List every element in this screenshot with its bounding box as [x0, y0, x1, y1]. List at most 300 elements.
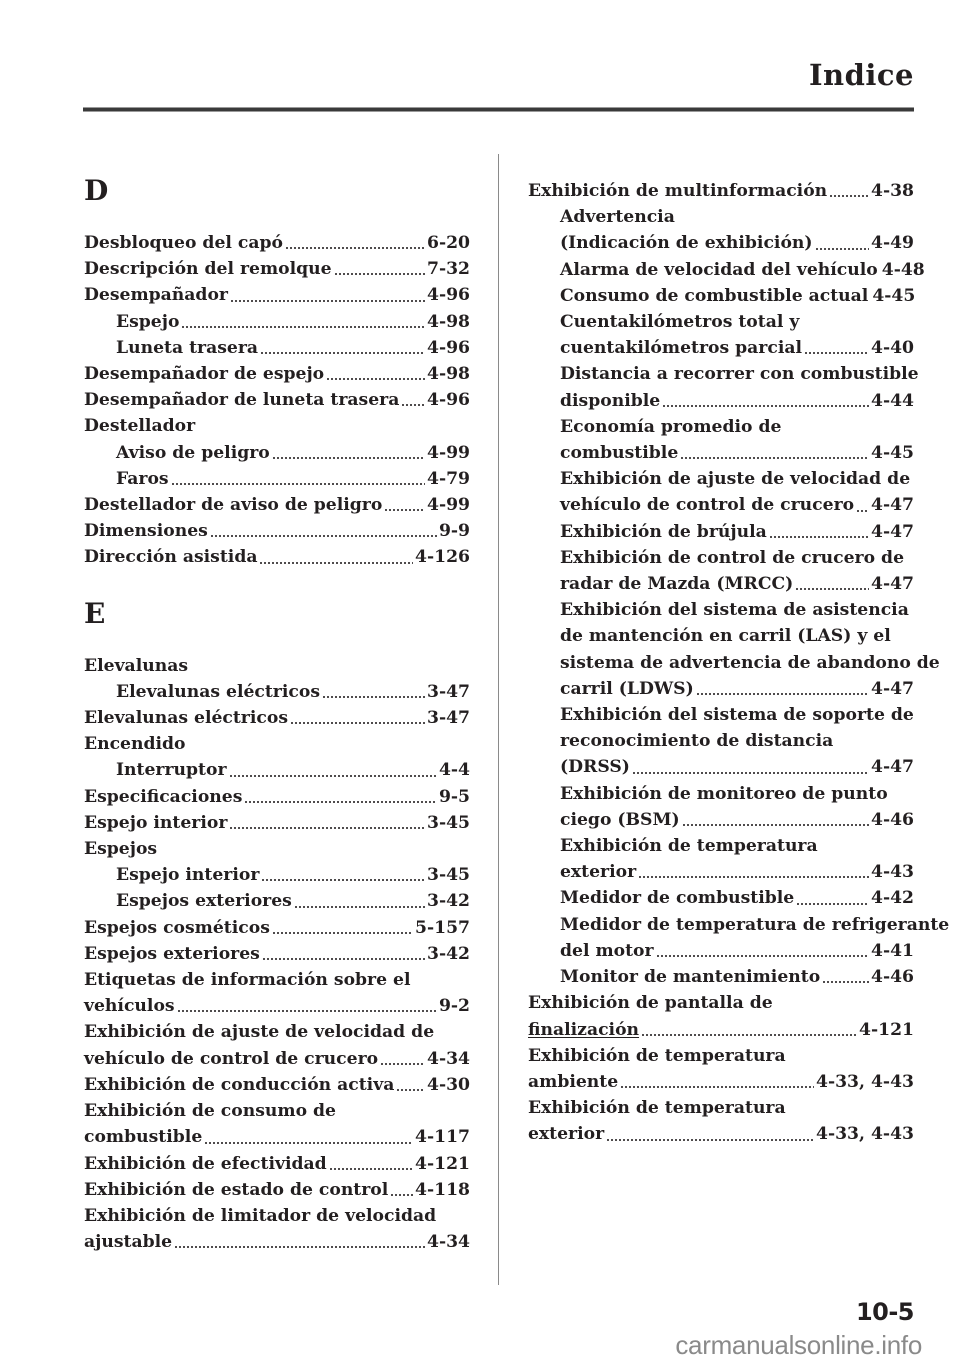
index-subentry	[528, 597, 940, 702]
index-line	[84, 836, 470, 862]
dot-leader	[795, 587, 869, 591]
index-line	[84, 492, 470, 518]
dot-leader	[638, 875, 869, 879]
index-subentry	[528, 885, 914, 911]
index-line	[84, 282, 470, 308]
dot-leader	[244, 800, 437, 804]
index-line	[84, 387, 470, 413]
entry-term: combustible	[560, 443, 679, 464]
entry-term: Desempañador	[84, 285, 228, 306]
entry-term: Exhibición de efectividad	[84, 1153, 327, 1174]
index-line	[84, 1019, 470, 1045]
index-subentry	[528, 702, 914, 781]
entry-term: Exhibición del sistema de soporte de	[560, 705, 914, 726]
index-entry	[84, 836, 470, 862]
index-subentry	[84, 335, 470, 361]
entry-term: Destellador de aviso de peligro	[84, 495, 383, 516]
dot-leader	[829, 194, 869, 198]
index-line	[84, 518, 470, 544]
entry-term: Economía promedio de	[560, 416, 782, 437]
dot-leader	[171, 482, 425, 486]
index-entry	[84, 967, 470, 1019]
dot-leader	[606, 1138, 814, 1142]
page-reference: 3-45	[426, 812, 470, 833]
index-entry	[84, 361, 470, 387]
entry-term: Exhibición de control de crucero de	[560, 547, 905, 568]
index-entry	[84, 810, 470, 836]
dot-leader	[260, 351, 425, 355]
index-line	[560, 545, 914, 571]
dot-leader	[815, 247, 869, 251]
entry-term: exterior	[528, 1124, 605, 1145]
entry-term: Medidor de temperatura de refrigerante	[560, 914, 950, 935]
dot-leader	[641, 1033, 857, 1037]
entry-term: Exhibición de ajuste de velocidad de	[560, 469, 911, 490]
dot-leader	[390, 1193, 413, 1197]
index-line	[116, 335, 470, 361]
page-reference: 6-20	[426, 233, 470, 253]
index-line	[84, 1072, 470, 1098]
entry-term: Desempañador de luneta trasera	[84, 390, 400, 411]
dot-leader	[262, 957, 425, 961]
index-entry	[84, 544, 470, 570]
page-reference: 4-79	[426, 468, 470, 489]
entry-term: exterior	[560, 862, 637, 883]
index-line	[84, 256, 470, 282]
index-line	[84, 705, 470, 731]
entry-term: (DRSS)	[560, 757, 630, 778]
dot-leader	[401, 403, 425, 407]
entry-term: Aviso de peligro	[116, 442, 270, 463]
index-entry	[84, 1151, 470, 1177]
entry-term: vehículo de control de crucero	[560, 495, 855, 516]
dot-leader	[334, 272, 425, 276]
page-reference: 4-121	[859, 1019, 914, 1040]
index-line	[560, 859, 914, 885]
index-subentry	[528, 414, 914, 466]
index-subentry	[528, 361, 919, 413]
entry-term: del motor	[560, 940, 654, 961]
index-entry	[84, 256, 470, 282]
dot-leader	[294, 905, 425, 909]
index-entry	[84, 492, 470, 518]
entry-term: Medidor de combustible	[560, 888, 795, 909]
index-line	[560, 728, 914, 754]
index-subentry	[528, 309, 914, 361]
index-column-left	[84, 170, 470, 1255]
entry-term: de mantención en carril (LAS) y el	[560, 626, 891, 647]
index-line	[528, 178, 914, 204]
index-line	[560, 309, 914, 335]
index-line	[560, 257, 925, 283]
index-line	[528, 990, 914, 1016]
index-line	[560, 781, 914, 807]
index-subentry	[528, 466, 914, 518]
index-subentry	[84, 679, 470, 705]
index-line	[84, 413, 470, 439]
index-line	[560, 964, 914, 990]
index-subentry	[84, 888, 470, 914]
entry-term: cuentakilómetros parcial	[560, 338, 803, 359]
index-line	[560, 885, 914, 911]
index-line	[528, 1069, 914, 1095]
dot-leader	[181, 325, 425, 329]
entry-term: Exhibición de temperatura	[560, 836, 818, 857]
dot-leader	[261, 878, 425, 882]
entry-term: Distancia a recorrer con combustible	[560, 364, 919, 385]
dot-leader	[656, 954, 869, 958]
index-line	[84, 1046, 470, 1072]
index-subentry	[84, 862, 470, 888]
dot-leader	[396, 1088, 425, 1092]
index-line	[560, 938, 914, 964]
page-reference: 4-41	[870, 940, 914, 961]
entry-term: Espejo interior	[84, 812, 228, 833]
entry-term: Dirección asistida	[84, 547, 258, 568]
page-reference: 4-45	[870, 443, 914, 464]
entry-term: Exhibición de limitador de velocidad	[84, 1205, 437, 1226]
index-line	[116, 862, 470, 888]
entry-term: Dimensiones	[84, 521, 208, 542]
entry-term: Exhibición del sistema de asistencia	[560, 600, 909, 621]
index-line	[560, 519, 914, 545]
page-reference: 4-98	[426, 364, 470, 385]
entry-term: Etiquetas de información sobre el	[84, 970, 411, 991]
entry-term: Exhibición de temperatura	[528, 1098, 786, 1119]
index-subentry	[84, 440, 470, 466]
page-reference: 4-44	[870, 390, 914, 411]
index-line	[84, 361, 470, 387]
index-line	[528, 1017, 914, 1043]
index-line	[560, 204, 914, 230]
index-line	[528, 1043, 914, 1069]
index-line	[560, 283, 914, 309]
index-line	[84, 967, 470, 993]
column-divider	[498, 154, 499, 1285]
page-reference: 4-121	[415, 1153, 470, 1174]
dot-leader	[696, 692, 869, 696]
entry-term: vehículos	[84, 996, 175, 1017]
index-line	[560, 807, 914, 833]
index-line	[560, 440, 914, 466]
page-reference: 4-47	[870, 678, 914, 699]
page-reference: 4-46	[870, 967, 914, 988]
page-reference: 4-48	[881, 259, 925, 280]
page-reference: 9-2	[438, 996, 470, 1017]
index-line	[84, 1098, 470, 1124]
entry-term: Exhibición de brújula	[560, 521, 767, 542]
dot-leader	[204, 1141, 413, 1145]
index-line	[116, 309, 470, 335]
entry-term: Elevalunas	[84, 655, 189, 676]
index-entry	[84, 282, 470, 308]
index-subentry	[84, 309, 470, 335]
index-line	[560, 912, 950, 938]
entry-term: Cuentakilómetros total y	[560, 312, 800, 333]
index-entry	[84, 1019, 470, 1071]
dot-leader	[822, 980, 869, 984]
index-entry	[84, 941, 470, 967]
index-subentry	[528, 204, 914, 256]
index-entry	[528, 178, 914, 204]
dot-leader	[322, 695, 425, 699]
index-line	[560, 230, 914, 256]
entry-term: combustible	[84, 1127, 203, 1148]
index-line	[116, 757, 470, 783]
page-reference: 4-99	[426, 442, 470, 463]
page-reference: 3-47	[426, 708, 470, 729]
entry-term: Exhibición de pantalla de	[528, 993, 773, 1014]
dot-leader	[682, 823, 869, 827]
index-subentry	[528, 545, 914, 597]
dot-leader	[796, 902, 869, 906]
entry-term: Exhibición de ajuste de velocidad de	[84, 1022, 435, 1043]
entry-term: Desbloqueo del capó	[84, 233, 283, 253]
index-line	[84, 230, 470, 256]
dot-leader	[290, 721, 425, 725]
index-line	[560, 623, 914, 649]
page-reference: 4-34	[426, 1232, 470, 1253]
index-line	[84, 544, 470, 570]
page-reference: 3-42	[426, 891, 470, 912]
entry-term: finalización	[528, 1019, 640, 1040]
entry-term: Exhibición de monitoreo de punto	[560, 783, 888, 804]
index-subentry	[84, 757, 470, 783]
page-reference: 7-32	[426, 259, 470, 280]
index-line	[84, 1229, 470, 1255]
index-subentry	[528, 833, 914, 885]
index-subentry	[528, 912, 950, 964]
page-reference: 4-47	[870, 757, 914, 778]
page-reference: 4-117	[415, 1127, 470, 1148]
index-entry	[84, 230, 470, 256]
index-line	[116, 440, 470, 466]
page-reference: 4-34	[426, 1048, 470, 1069]
index-line	[560, 361, 919, 387]
page-reference: 4-33, 4-43	[816, 1071, 914, 1092]
page-reference: 4-49	[870, 233, 914, 254]
index-line	[560, 650, 940, 676]
index-line	[560, 833, 914, 859]
index-line	[560, 571, 914, 597]
page-reference: 9-5	[438, 786, 470, 807]
index-subentry	[528, 283, 914, 309]
index-line	[560, 492, 914, 518]
entry-term: carril (LDWS)	[560, 678, 694, 699]
index-subentry	[528, 781, 914, 833]
index-subentry	[84, 466, 470, 492]
index-line	[84, 993, 470, 1019]
index-entry	[528, 1043, 914, 1095]
dot-leader	[662, 404, 869, 408]
dot-leader	[229, 826, 425, 830]
entry-term: Destellador	[84, 416, 196, 437]
page-reference: 3-47	[426, 681, 470, 702]
index-entry	[84, 1072, 470, 1098]
dot-leader	[769, 535, 869, 539]
entry-term: Espejo interior	[116, 865, 260, 886]
index-entry	[84, 653, 470, 679]
index-line	[528, 1121, 914, 1147]
page-reference: 4-38	[870, 181, 914, 201]
page-reference: 4-98	[426, 311, 470, 332]
index-entry	[84, 413, 470, 439]
index-line	[560, 676, 914, 702]
index-line	[116, 466, 470, 492]
header-divider	[83, 107, 914, 112]
entry-term: Exhibición de conducción activa	[84, 1074, 395, 1095]
page-number: 10-5	[855, 1298, 914, 1326]
entry-term: Espejos exteriores	[84, 943, 260, 964]
page-reference: 4-118	[415, 1179, 470, 1200]
entry-term: Espejos exteriores	[116, 891, 292, 912]
dot-leader	[329, 1167, 413, 1171]
entry-term: Monitor de mantenimiento	[560, 967, 821, 988]
entry-term: Advertencia	[560, 207, 675, 228]
entry-term: ambiente	[528, 1071, 619, 1092]
dot-leader	[210, 534, 437, 538]
watermark: carmanualsonline.info	[675, 1330, 922, 1360]
dot-leader	[384, 508, 425, 512]
entry-term: sistema de advertencia de abandono de	[560, 652, 940, 673]
page-reference: 4-46	[870, 809, 914, 830]
index-entry	[84, 1177, 470, 1203]
entry-term: Faros	[116, 468, 169, 489]
page-reference: 9-9	[438, 521, 470, 542]
entry-term: Exhibición de temperatura	[528, 1045, 786, 1066]
entry-term: Elevalunas eléctricos	[84, 708, 289, 729]
section-letter: E	[84, 596, 106, 630]
index-entry	[84, 731, 470, 757]
index-entry	[84, 705, 470, 731]
entry-term: vehículo de control de crucero	[84, 1048, 379, 1069]
entry-term: Elevalunas eléctricos	[116, 681, 321, 702]
index-line	[84, 915, 470, 941]
index-entry	[84, 387, 470, 413]
index-line	[84, 810, 470, 836]
page-reference: 4-96	[426, 337, 470, 358]
dot-leader	[272, 456, 425, 460]
index-line	[560, 335, 914, 361]
index-line	[560, 388, 914, 414]
dot-leader	[230, 299, 425, 303]
index-line	[560, 414, 914, 440]
page-reference: 4-126	[415, 547, 470, 568]
index-entry	[84, 915, 470, 941]
dot-leader	[620, 1085, 814, 1089]
entry-term: Especificaciones	[84, 786, 243, 807]
dot-leader	[272, 931, 413, 935]
entry-term: Espejos cosméticos	[84, 917, 270, 938]
entry-term: Descripción del remolque	[84, 259, 332, 280]
page-reference: 4-4	[438, 760, 470, 781]
entry-term: Exhibición de multinformación	[528, 181, 828, 201]
entry-term: Encendido	[84, 734, 186, 755]
entry-term: Interruptor	[116, 760, 227, 781]
index-entry	[528, 990, 914, 1042]
entry-term: radar de Mazda (MRCC)	[560, 574, 794, 595]
dot-leader	[632, 771, 869, 775]
index-line	[84, 784, 470, 810]
index-entry	[84, 518, 470, 544]
page-reference: 4-99	[426, 495, 470, 516]
entry-term: Exhibición de estado de control	[84, 1179, 389, 1200]
page-reference: 4-96	[426, 285, 470, 306]
index-column-right	[528, 178, 950, 1148]
index-line	[84, 1203, 470, 1229]
entry-term: Alarma de velocidad del vehículo	[560, 259, 878, 280]
page-reference: 3-45	[426, 865, 470, 886]
page-reference: 4-47	[870, 574, 914, 595]
page-reference: 4-30	[426, 1074, 470, 1095]
entry-term: disponible	[560, 390, 661, 411]
index-line	[84, 731, 470, 757]
page-reference: 4-47	[870, 521, 914, 542]
entry-term: (Indicación de exhibición)	[560, 233, 813, 254]
index-line	[84, 653, 470, 679]
index-line	[560, 702, 914, 728]
index-entry	[84, 1098, 470, 1150]
dot-leader	[229, 774, 437, 778]
page-reference: 5-157	[415, 917, 470, 938]
index-entry	[528, 1095, 914, 1147]
index-line	[560, 466, 914, 492]
dot-leader	[177, 1009, 437, 1013]
entry-term: Exhibición de consumo de	[84, 1101, 336, 1122]
entry-term: Consumo de combustible actual	[560, 285, 869, 306]
index-line	[84, 941, 470, 967]
dot-leader	[174, 1245, 425, 1249]
entry-term: Desempañador de espejo	[84, 364, 325, 385]
dot-leader	[680, 456, 869, 460]
index-subentry	[528, 519, 914, 545]
page-title: Indice	[808, 58, 914, 92]
page-reference: 4-42	[870, 888, 914, 909]
dot-leader	[856, 509, 869, 513]
dot-leader	[326, 377, 425, 381]
index-line	[84, 1151, 470, 1177]
index-subentry	[528, 257, 925, 283]
page-reference: 4-96	[426, 390, 470, 411]
page-reference: 3-42	[426, 943, 470, 964]
entry-term: Luneta trasera	[116, 337, 259, 358]
index-line	[116, 888, 470, 914]
index-entry	[84, 784, 470, 810]
page-reference: 4-40	[870, 338, 914, 359]
entry-term: Espejo	[116, 311, 180, 332]
page-reference: 4-33, 4-43	[816, 1124, 914, 1145]
index-line	[560, 597, 914, 623]
dot-leader	[380, 1062, 425, 1066]
page-reference: 4-47	[870, 495, 914, 516]
entry-term: Espejos	[84, 839, 158, 860]
entry-term: reconocimiento de distancia	[560, 731, 834, 752]
dot-leader	[285, 246, 425, 250]
index-line	[116, 679, 470, 705]
index-line	[560, 754, 914, 780]
section-letter: D	[84, 174, 109, 207]
dot-leader	[259, 561, 413, 565]
page-reference: 4-43	[870, 862, 914, 883]
index-line	[84, 1177, 470, 1203]
index-line	[84, 1124, 470, 1150]
entry-term: ajustable	[84, 1232, 173, 1253]
index-entry	[84, 1203, 470, 1255]
page-reference: 4-45	[872, 285, 916, 306]
entry-term: ciego (BSM)	[560, 809, 680, 830]
dot-leader	[804, 351, 869, 355]
index-line	[528, 1095, 914, 1121]
